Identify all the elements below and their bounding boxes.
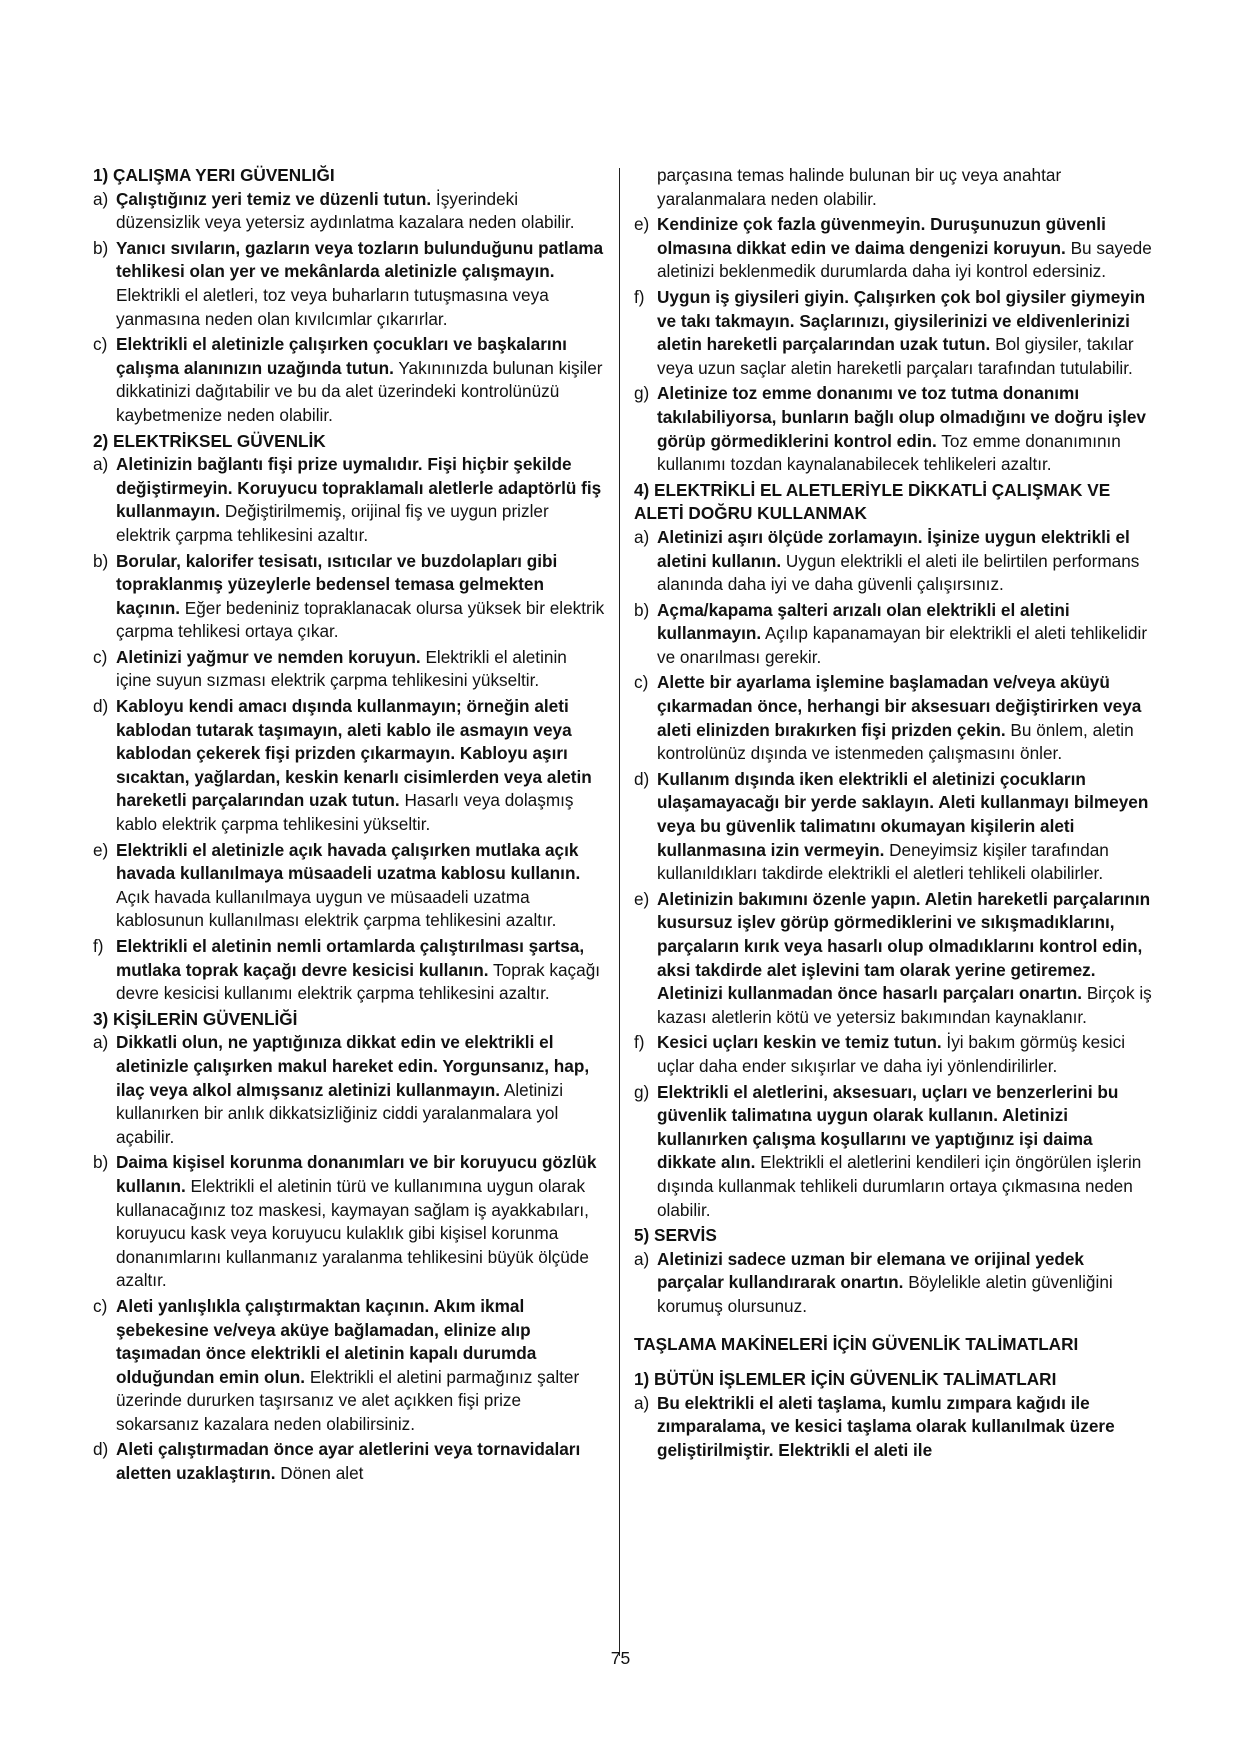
section-all-operations-title: 1) BÜTÜN İŞLEMLER İÇİN GÜVENLİK TALİMATLARI (634, 1369, 1057, 1390)
list-item: a) Aletinizi aşırı ölçüde zorlamayın. İşinize uygun elektrikli el aletini kullanın. Uygun elektrikli el aleti ile belirtilen performans alanında daha iyi ve daha güvenli çalışırsınız. (634, 526, 1140, 595)
section-service-title: 5) SERVİS (634, 1225, 717, 1246)
list-item: b) Yanıcı sıvıların, gazların veya tozların bulunduğunu patlama tehlikesi olan yer ve mekânlarda aletinizle çalışmayın. Elektrikli el aletleri, toz veya buharların tutuşmasına veya yanmasına neden olan kıvılcımlar çıkarırlar. (93, 237, 604, 329)
list-item: f) Uygun iş giysileri giyin. Çalışırken çok bol giysiler giymeyin ve takı takmayın. Saçlarınızı, giysilerinizi ve eldivenlerinizi aletin hareketli parçalarından uzak tutun. Bol giysiler, takılar veya uzun saçlar aletin hareketli parçaları tarafından tutulabilir. (634, 286, 1146, 378)
list-item: c) Elektrikli el aletinizle çalışırken çocukları ve başkalarını çalışma alanınızın uzağında tutun. Yakınınızda bulunan kişiler dikkatinizi dağıtabilir ve bu da alet üzerindeki kontrolünüzü kaybetmenize neden olabilir. (93, 334, 603, 425)
section-tool-use-title: 4) ELEKTRİKLİ EL ALETLERİYLE DİKKATLİ ÇALIŞMAK VE ALETİ DOĞRU KULLANMAK (634, 479, 1111, 524)
list-item: e) Kendinize çok fazla güvenmeyin. Duruşunuzun güvenli olmasına dikkat edin ve daima dengenizi koruyun. Bu sayede aletinizi beklenmedik durumlarda daha iyi kontrol edersiniz. (634, 214, 1152, 282)
list-item: a) Aletinizi sadece uzman bir elemana ve orijinal yedek parçalar kullandırarak onartın. Böylelikle aletin güvenliğini korumuş olursunuz. (634, 1248, 1113, 1316)
column-divider (619, 168, 620, 1656)
list-item: c) Aleti yanlışlıkla çalıştırmaktan kaçının. Akım ikmal şebekesine ve/veya aküye bağlamadan, elinize alıp taşımadan önce elektrikli el aletinin kapalı durumda olduğundan emin olun. Elektrikli el aletini parmağınız şalter üzerinde dururken taşırsanız ve alet açıkken fişi prize sokarsanız kazalara neden olabilirsiniz. (93, 1295, 580, 1434)
list-item: b) Borular, kalorifer tesisatı, ısıtıcılar ve buzdolapları gibi topraklanmış yüzeylerle bedensel temasa gelmekten kaçının. Eğer bedeniniz topraklanacak olursa yüksek bir elektrik çarpma tehlikesi ortaya çıkar. (93, 550, 605, 642)
left-column (93, 164, 605, 1488)
list-item: c) Aletinizi yağmur ve nemden koruyun. Elektrikli el aletinin içine suyun sızması elektrik çarpma tehlikesini yükseltir. (93, 646, 567, 691)
list-item: a) Aletinizin bağlantı fişi prize uymalıdır. Fişi hiçbir şekilde değiştirmeyin. Koruyucu topraklamalı aletlerle adaptörlü fiş kullanmayın. Değiştirilmemiş, orijinal fiş ve uygun prizler elektrik çarpma tehlikesini azaltır. (93, 454, 602, 545)
list-item: d) Kullanım dışında iken elektrikli el aletinizi çocukların ulaşamayacağı bir yerde saklayın. Aleti kullanmayı bilmeyen veya bu güvenlik talimatını okumayan kişilerin aleti kullanmasına izin vermeyin. Deneyimsiz kişiler tarafından kullanıldıkları takdirde elektrikli el aletleri tehlikeli olabilirler. (634, 768, 1149, 884)
list-item: a) Bu elektrikli el aleti taşlama, kumlu zımpara kağıdı ile zımparalama, ve kesici taşlama olarak kullanılmak üzere geliştirilmiştir. Elektrikli el aleti ile (634, 1392, 1115, 1460)
list-item: c) Alette bir ayarlama işlemine başlamadan ve/veya aküyü çıkarmadan önce, herhangi bir aksesuarı değiştirirken veya aleti elinizden bırakırken fişi prizden çekin. Bu önlem, aletin kontrolünüz dışında ve istenmeden çalışmasını önler. (634, 672, 1142, 764)
list-item: a) Dikkatli olun, ne yaptığınıza dikkat edin ve elektrikli el aletinizle çalışırken makul hareket edin. Yorgunsanız, hap, ilaç veya alkol almışsanız aletinizi kullanmayın. Aletinizi kullanırken bir anlık dikkatsizliğiniz ciddi yaralanmalara yol açabilir. (93, 1032, 590, 1147)
right-column (634, 164, 1152, 1464)
list-item: b) Daima kişisel korunma donanımları ve bir koruyucu gözlük kullanın. Elektrikli el aletinin türü ve kullanımına uygun olarak kullanacağınız toz maskesi, kaymayan sağlam iş ayakkabıları, koruyucu kask veya koruyucu kulaklık gibi kişisel korunma donanımlarını kullanmanız yaralanma tehlikesini büyük ölçüde azaltır. (93, 1152, 597, 1291)
page-number: 75 (610, 1648, 631, 1668)
list-item: f) Kesici uçları keskin ve temiz tutun. İyi bakım görmüş kesici uçlar daha ender sıkışırlar ve daha iyi yönlendirilirler. (634, 1032, 1126, 1076)
list-item-continued: parçasına temas halinde bulunan bir uç veya anahtar yaralanmalara neden olabilir. (657, 165, 1062, 209)
list-item: d) Kabloyu kendi amacı dışında kullanmayın; örneğin aleti kablodan tutarak taşımayın, aleti kablo ile asmayın veya kablodan çekerek fişi prizden çıkarmayın. Kabloyu aşırı sıcaktan, yağlardan, keskin kenarlı cisimlerden veya aletin hareketli parçalarından uzak tutun. Hasarlı veya dolaşmış kablo elektrik çarpma tehlikesini yükseltir. (93, 696, 592, 835)
list-item: g) Aletinize toz emme donanımı ve toz tutma donanımı takılabiliyorsa, bunların bağlı olup olmadığını ve doğru işlev görüp görmediklerini kontrol edin. Toz emme donanımının kullanımı tozdan kaynalanabilecek tehlikeleri azaltır. (634, 383, 1146, 475)
list-item: f) Elektrikli el aletinin nemli ortamlarda çalıştırılması şartsa, mutlaka toprak kaçağı devre kesicisi kullanın. Toprak kaçağı devre kesicisi kullanımı elektrik çarpma tehlikesini azaltır. (93, 936, 601, 1004)
list-item: d) Aleti çalıştırmadan önce ayar aletlerini veya tornavidaları aletten uzaklaştırın. Dönen alet (93, 1439, 581, 1484)
section-electrical-safety-title: 2) ELEKTRİKSEL GÜVENLİK (93, 430, 326, 451)
grinding-safety-title: TAŞLAMA MAKİNELERİ İÇİN GÜVENLİK TALİMATLARI (634, 1333, 1079, 1354)
section-work-area-safety-title: 1) ÇALIŞMA YERI GÜVENLIĞI (93, 165, 335, 185)
list-item: e) Elektrikli el aletinizle açık havada çalışırken mutlaka açık havada kullanılmaya müsaadeli uzatma kablosu kullanın. Açık havada kullanılmaya uygun ve müsaadeli uzatma kablosunun kullanılması elektrik çarpma tehlikesini azaltır. (93, 839, 581, 931)
list-item: e) Aletinizin bakımını özenle yapın. Aletin hareketli parçalarının kusursuz işlev görüp görmediklerini ve sıkışmadıklarını, parçaların kırık veya hasarlı olup olmadıklarını kontrol edin, aksi takdirde alet işlevini tam olarak yerine getiremez. Aletinizi kullanmadan önce hasarlı parçaları onartın. Birçok iş kazası aletlerin kötü ve yetersiz bakımından kaynaklanır. (634, 888, 1152, 1027)
list-item: g) Elektrikli el aletlerini, aksesuarı, uçları ve benzerlerini bu güvenlik talimatına uygun olarak kullanın. Aletinizi kullanırken çalışma koşullarını ve yaptığınız işi daima dikkate alın. Elektrikli el aletlerini kendileri için öngörülen işlerin dışında kullanmak tehlikeli durumların ortaya çıkmasına neden olabilir. (634, 1081, 1142, 1220)
section-personal-safety-title: 3) KİŞİLERİN GÜVENLİĞİ (93, 1008, 298, 1029)
list-item: a) Çalıştığınız yeri temiz ve düzenli tutun. İşyerindeki düzensizlik veya yetersiz aydınlatma kazalara neden olabilir. (93, 188, 575, 233)
list-item: b) Açma/kapama şalteri arızalı olan elektrikli el aletini kullanmayın. Açılıp kapanamayan bir elektrikli el aleti tehlikelidir ve onarılması gerekir. (634, 599, 1148, 667)
